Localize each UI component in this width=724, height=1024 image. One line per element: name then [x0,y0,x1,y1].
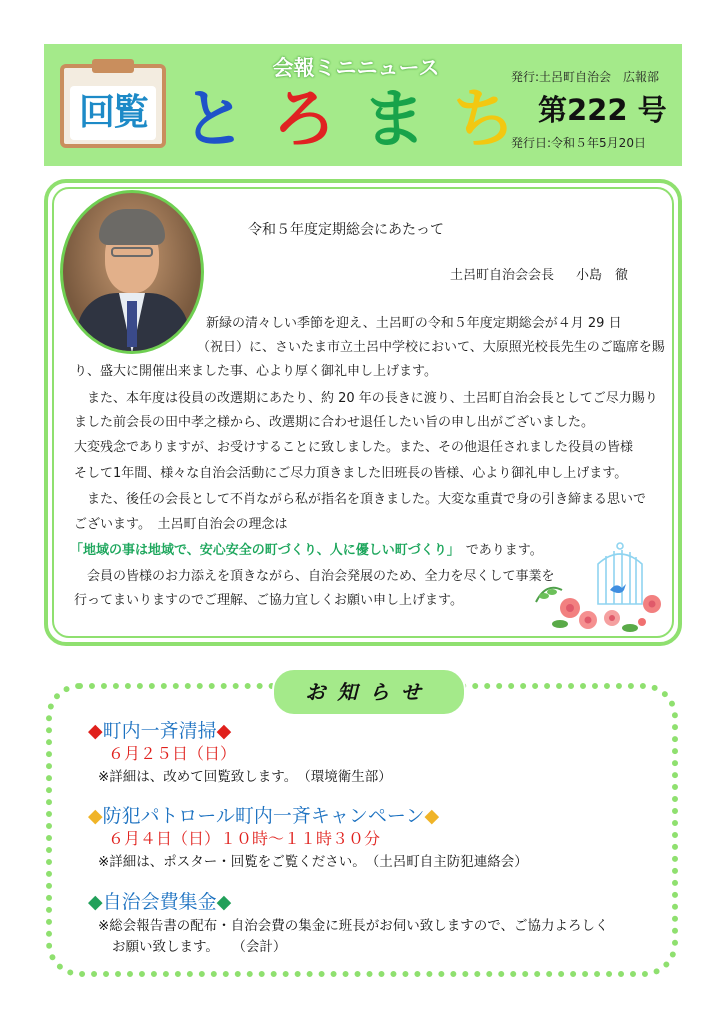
message-line: （祝日）に、さいたま市立土呂中学校において、大原照光校長先生のご臨席を賜 [197,340,665,355]
message-line: り、盛大に開催出来ました事、心より厚く御礼申し上げます。 [74,364,437,379]
message-line: 大変残念でありますが、お受けすることに致しました。また、その他退任されました役員の皆様 [74,440,634,455]
header-banner [44,44,682,166]
chairman-portrait [60,190,204,354]
notice-date: ６月４日（日）１０時～１１時３０分 [108,829,381,848]
notice-item-patrol [88,801,439,828]
motto-line [70,539,543,558]
diamond-icon: ◆ [216,891,232,913]
title-char-2: ろ [272,83,336,157]
newsletter-subtitle: 会報ミニニュース [272,56,440,80]
newsletter-title [176,78,536,168]
kairan-label: 回覧 [70,86,156,140]
notice-note: お願い致します。 （会計） [112,939,287,955]
notice-note: ※詳細は、ポスター・回覧をご覧ください。 （土呂町自主防犯連絡会） [98,854,528,870]
message-author [450,264,628,283]
diamond-icon: ◆ [88,805,103,827]
notice-item-fees [88,887,231,914]
birdcage-flowers-icon [530,542,670,634]
author-role: 土呂町自治会会長 [450,268,555,283]
kairan-clipboard-icon [60,64,166,148]
publication-date: 発行日:令和５年5月20日 [511,136,646,150]
message-line: 行ってまいりますのでご理解、ご協力宜しくお願い申し上げます。 [74,593,463,608]
publisher: 発行:土呂町自治会 広報部 [511,70,660,84]
message-line: ございます。 土呂町自治会の理念は [74,517,288,532]
notice-item-cleanup [88,716,231,743]
motto-suffix: であります。 [465,543,543,558]
diamond-icon: ◆ [88,891,103,913]
notice-note: ※詳細は、改めて回覧致します。 （環境衛生部） [98,769,392,785]
message-line: そして1年間、様々な自治会活動にご尽力頂きました旧班長の皆様、心より御礼申し上げます。 [74,466,628,481]
notice-note: ※総会報告書の配布・自治会費の集金に班長がお伺い致しますので、ご協力よろしく [98,918,609,934]
message-line: 新緑の清々しい季節を迎え、土呂町の令和５年度定期総会が４月 29 日 [206,316,622,331]
title-char-4: ち [452,83,516,157]
motto: 「地域の事は地域で、安心安全の町づくり、人に優しい町づくり」 [70,543,460,558]
message-line: また、本年度は役員の改選期にあたり、約 20 年の長きに渡り、土呂町自治会長としてご尽力賜り [74,391,658,406]
notice-label: 町内一斉清掃 [102,720,217,742]
message-title: 令和５年度定期総会にあたって [248,222,444,238]
notice-heading: お知らせ [272,668,466,716]
diamond-icon: ◆ [88,720,103,742]
message-line: ました前会長の田中孝之様から、改選期に合わせ退任したい旨の申し出がございました。 [74,415,595,430]
clipboard-clip [92,59,134,73]
message-line: 会員の皆様のお力添えを頂きながら、自治会発展のため、全力を尽くして事業を [74,569,555,584]
notice-label: 自治会費集金 [102,891,217,913]
author-name: 小島 徹 [576,268,629,283]
title-char-3: ま [362,83,426,157]
message-line: また、後任の会長として不肖ながら私が指名を頂きました。大変な重責で身の引き締まる思いで [74,492,647,507]
notice-date: ６月２５日（日） [108,744,237,763]
issue-number: 第222 号 [538,93,667,127]
diamond-icon: ◆ [424,805,440,827]
notice-label: 防犯パトロール町内一斉キャンペーン [102,805,425,827]
diamond-icon: ◆ [216,720,232,742]
title-char-1: と [182,83,246,157]
